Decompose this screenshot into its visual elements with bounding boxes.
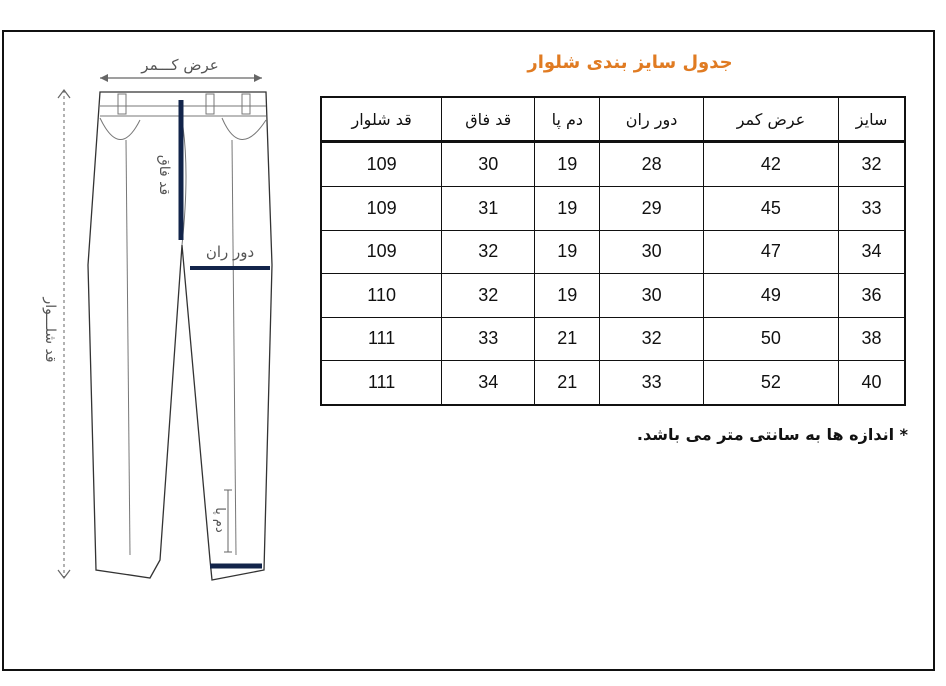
table-cell: 111 (321, 361, 442, 405)
table-cell: 28 (600, 142, 703, 187)
waist-arrow-right (254, 74, 262, 82)
table-cell: 109 (321, 142, 442, 187)
table-cell: 33 (839, 187, 905, 230)
table-cell: 109 (321, 230, 442, 273)
table-cell: 19 (535, 142, 600, 187)
table-cell: 19 (535, 230, 600, 273)
table-row (321, 187, 905, 230)
table-cell: 42 (703, 142, 838, 187)
units-note: * اندازه ها به سانتی متر می باشد. (636, 425, 908, 444)
table-cell: 19 (535, 274, 600, 317)
rise-label: قد فاق (156, 154, 172, 196)
size-table (320, 96, 906, 406)
table-cell: 32 (600, 317, 703, 360)
table-row (321, 274, 905, 317)
hem-label: دم پا (212, 507, 227, 533)
table-cell: 40 (839, 361, 905, 405)
table-cell: 32 (839, 142, 905, 187)
table-cell: 21 (535, 361, 600, 405)
table-cell: 110 (321, 274, 442, 317)
table-cell: 19 (535, 187, 600, 230)
table-cell: 36 (839, 274, 905, 317)
table-cell: 29 (600, 187, 703, 230)
header-length: قد شلوار (321, 97, 442, 142)
header-thigh: دور ران (600, 97, 703, 142)
waist-arrow-left (100, 74, 108, 82)
thigh-label: دور ران (205, 243, 255, 261)
table-cell: 30 (600, 230, 703, 273)
table-cell: 30 (600, 274, 703, 317)
header-waist-width: عرض کمر (703, 97, 838, 142)
table-cell: 47 (703, 230, 838, 273)
table-cell: 21 (535, 317, 600, 360)
header-size: سایز (839, 97, 905, 142)
table-cell: 45 (703, 187, 838, 230)
table-cell: 32 (442, 230, 535, 273)
table-row (321, 142, 905, 187)
table-cell: 111 (321, 317, 442, 360)
pants-diagram (0, 0, 320, 686)
table-cell: 49 (703, 274, 838, 317)
table-cell: 32 (442, 274, 535, 317)
table-cell: 34 (839, 230, 905, 273)
table-cell: 52 (703, 361, 838, 405)
header-rise: قد فاق (442, 97, 535, 142)
table-header-row (321, 97, 905, 142)
table-cell: 31 (442, 187, 535, 230)
header-hem: دم پا (535, 97, 600, 142)
table-cell: 33 (600, 361, 703, 405)
table-row (321, 230, 905, 273)
table-row (321, 317, 905, 360)
table-row (321, 361, 905, 405)
waist-width-label: عرض کـــمر (141, 56, 219, 74)
length-label: قد شلـــوار (42, 297, 58, 363)
table-cell: 34 (442, 361, 535, 405)
page-title: جدول سایز بندی شلوار (527, 52, 733, 73)
table-cell: 109 (321, 187, 442, 230)
table-cell: 50 (703, 317, 838, 360)
table-cell: 38 (839, 317, 905, 360)
table-cell: 33 (442, 317, 535, 360)
table-cell: 30 (442, 142, 535, 187)
